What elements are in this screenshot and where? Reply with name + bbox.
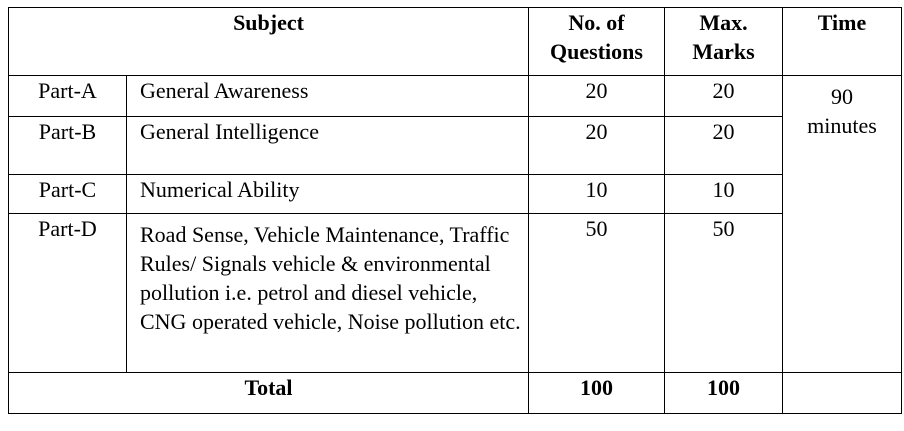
table-row [9,214,902,373]
time-value [783,76,902,373]
header-questions-line2: Questions [550,39,643,64]
total-label: Total [9,373,529,414]
header-questions-line1: No. of [568,10,625,35]
header-questions [529,8,665,76]
part-label: Part-D [9,214,127,373]
total-row [9,373,902,414]
total-marks: 100 [665,373,783,414]
max-marks: 10 [665,175,783,214]
max-marks: 50 [665,214,783,373]
header-time: Time [783,8,902,76]
table-row [9,175,902,214]
part-label: Part-A [9,76,127,117]
header-marks-line1: Max. [699,10,748,35]
exam-pattern-table [8,7,902,414]
time-value-number: 90 [831,84,854,109]
header-subject: Subject [9,8,529,76]
total-questions: 100 [529,373,665,414]
questions-count: 10 [529,175,665,214]
total-time-empty [783,373,902,414]
part-label: Part-C [9,175,127,214]
max-marks: 20 [665,117,783,175]
time-value-unit: minutes [807,113,877,138]
subject-name: Numerical Ability [127,175,529,214]
max-marks: 20 [665,76,783,117]
subject-name: General Intelligence [127,117,529,175]
questions-count: 20 [529,76,665,117]
part-label: Part-B [9,117,127,175]
subject-name: General Awareness [127,76,529,117]
header-marks-line2: Marks [692,39,755,64]
questions-count: 20 [529,117,665,175]
table-row [9,117,902,175]
subject-name: Road Sense, Vehicle Maintenance, Traffic Rules/ Signals vehicle & environmental pollution i.e. petrol and diesel vehicle, CNG operated vehicle, Noise pollution etc. [127,214,529,373]
questions-count: 50 [529,214,665,373]
header-marks [665,8,783,76]
table-row [9,76,902,117]
table-header-row [9,8,902,76]
